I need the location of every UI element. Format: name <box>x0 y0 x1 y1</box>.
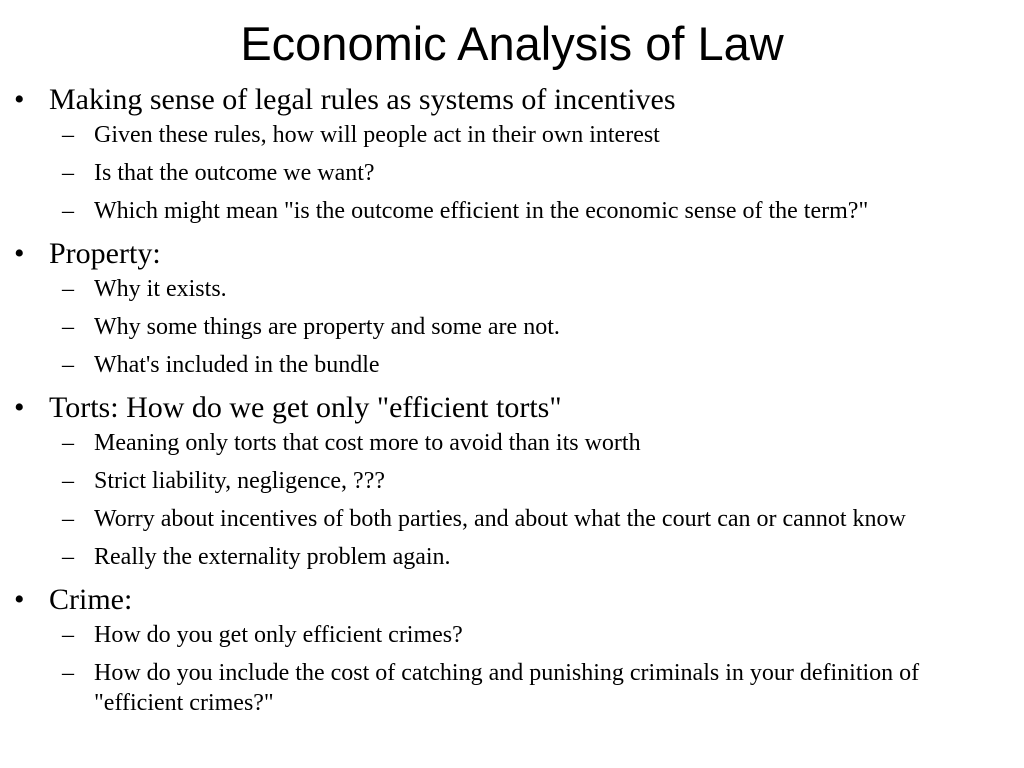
dash-icon: – <box>62 506 74 532</box>
sublist-container <box>0 428 1024 572</box>
sub-item <box>0 274 1024 304</box>
bullet-list <box>0 80 1024 726</box>
sublist-container <box>0 620 1024 718</box>
sub-item-text: Meaning only torts that cost more to avoid than its worth <box>94 430 641 456</box>
sub-item-text: What's included in the bundle <box>94 352 380 378</box>
sub-item <box>0 120 1024 150</box>
bullet-item-incentives <box>0 80 1024 120</box>
sub-item <box>0 542 1024 572</box>
dash-icon: – <box>62 122 74 148</box>
sub-item-text: Is that the outcome we want? <box>94 160 375 186</box>
slide-title: Economic Analysis of Law <box>240 17 784 70</box>
sub-item-text: Given these rules, how will people act in their own interest <box>94 122 660 148</box>
dash-icon: – <box>62 314 74 340</box>
sub-item <box>0 620 1024 650</box>
sub-item-text: Worry about incentives of both parties, and about what the court can or cannot know <box>94 506 906 532</box>
dash-icon: – <box>62 468 74 494</box>
bullet-text: Property: <box>49 237 161 270</box>
sub-item <box>0 504 1024 534</box>
sub-list-property <box>0 274 1024 380</box>
sub-item <box>0 196 1024 226</box>
dash-icon: – <box>62 276 74 302</box>
sublist-container <box>0 274 1024 380</box>
sub-item-text: How do you get only efficient crimes? <box>94 622 463 648</box>
bullet-item-torts <box>0 388 1024 428</box>
sub-list-crime <box>0 620 1024 718</box>
bullet-item-property <box>0 234 1024 274</box>
sub-item-text: Which might mean "is the outcome efficient in the economic sense of the term?" <box>94 198 869 224</box>
sub-list-incentives <box>0 120 1024 226</box>
bullet-icon: • <box>14 83 25 116</box>
bullet-item-crime <box>0 580 1024 620</box>
bullet-text: Crime: <box>49 583 133 616</box>
bullet-text: Making sense of legal rules as systems of incentives <box>49 83 676 116</box>
dash-icon: – <box>62 544 74 570</box>
sub-item-text: Why it exists. <box>94 276 227 302</box>
sublist-container <box>0 120 1024 226</box>
sub-item-text: How do you include the cost of catching and punishing criminals in your definition of "efficient crimes?" <box>94 660 920 716</box>
dash-icon: – <box>62 622 74 648</box>
sub-item <box>0 658 1024 718</box>
sub-item-text: Really the externality problem again. <box>94 544 451 570</box>
dash-icon: – <box>62 198 74 224</box>
sub-item <box>0 312 1024 342</box>
dash-icon: – <box>62 660 74 686</box>
sub-item <box>0 428 1024 458</box>
dash-icon: – <box>62 160 74 186</box>
bullet-text: Torts: How do we get only "efficient torts" <box>49 391 562 424</box>
sub-list-torts <box>0 428 1024 572</box>
sub-item-text: Why some things are property and some are not. <box>94 314 560 340</box>
sub-item <box>0 350 1024 380</box>
dash-icon: – <box>62 352 74 378</box>
sub-item-text: Strict liability, negligence, ??? <box>94 468 385 494</box>
bullet-icon: • <box>14 583 25 616</box>
sub-item <box>0 466 1024 496</box>
dash-icon: – <box>62 430 74 456</box>
bullet-icon: • <box>14 391 25 424</box>
bullet-icon: • <box>14 237 25 270</box>
sub-item <box>0 158 1024 188</box>
